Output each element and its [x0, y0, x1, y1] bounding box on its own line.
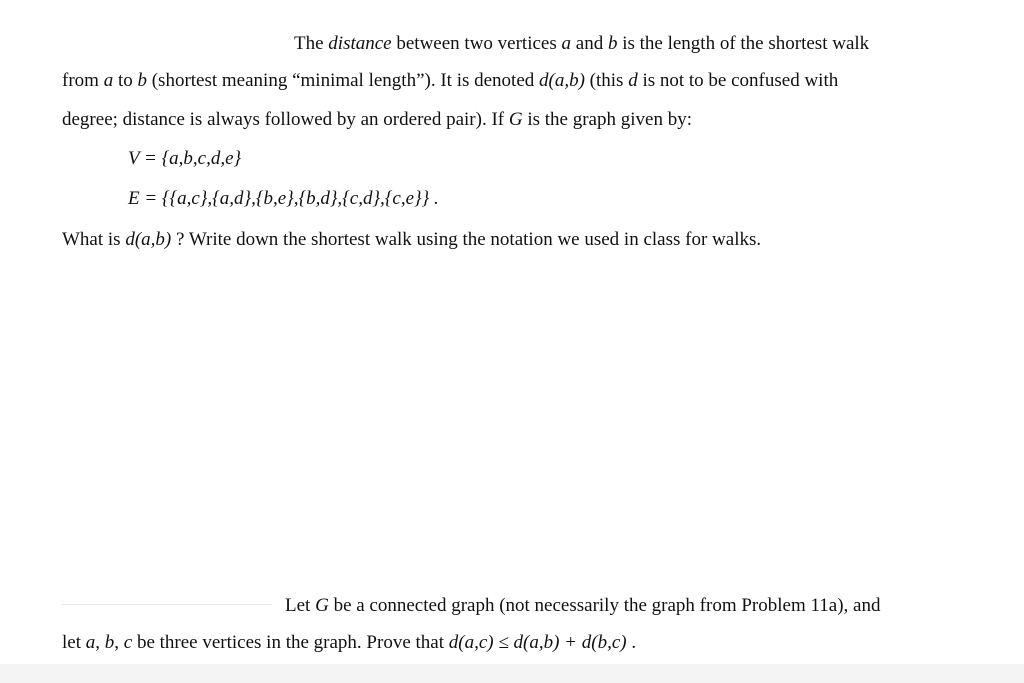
triangle-inequality: d(a,c) ≤ d(a,b) + d(b,c)	[448, 632, 627, 653]
math-distance-notation: d(a,b)	[125, 229, 172, 250]
math-variable: a	[561, 33, 572, 54]
text-run: .	[626, 632, 637, 653]
text-run: ,	[95, 632, 105, 653]
text-run: be three vertices in the graph. Prove that	[132, 632, 449, 653]
math-variable: a	[85, 632, 96, 653]
math-variable: a	[103, 70, 114, 91]
faint-scan-mark	[62, 604, 272, 605]
page-bottom-edge	[0, 664, 1024, 683]
text-run: be a connected graph (not necessarily the graph from Problem 11a), and	[328, 595, 881, 616]
proof-problem-line-2	[62, 631, 636, 655]
text-run: is not to be confused with	[637, 70, 839, 91]
text-run: to	[113, 70, 138, 91]
distance-definition-line-2	[62, 69, 838, 93]
term-distance: distance	[328, 33, 392, 54]
text-run: The	[294, 33, 329, 54]
math-variable: d	[628, 70, 638, 91]
text-run: ? Write down the shortest walk using the notation we used in class for walks.	[171, 229, 762, 250]
text-run: degree; distance is always followed by an ordered pair). If	[62, 109, 509, 130]
question-line	[62, 228, 761, 252]
text-run: Let	[285, 595, 316, 616]
edge-set-equation: E = {{a,c},{a,d},{b,e},{b,d},{c,d},{c,e}} .	[128, 188, 439, 209]
text-run: and	[571, 33, 608, 54]
math-variable: b	[104, 632, 115, 653]
text-run: ,	[114, 632, 124, 653]
distance-definition-line-1	[294, 32, 869, 56]
math-variable: G	[508, 109, 523, 130]
proof-problem-line-1	[285, 594, 881, 618]
text-run: is the length of the shortest walk	[617, 33, 870, 54]
math-variable: b	[137, 70, 147, 91]
text-run: is the graph given by:	[522, 109, 692, 130]
math-variable: c	[123, 632, 133, 653]
distance-definition-line-3	[62, 108, 692, 132]
text-run: from	[62, 70, 104, 91]
math-distance-notation: d(a,b)	[539, 70, 585, 91]
text-run: (this	[584, 70, 629, 91]
vertex-set-equation: V = {a,b,c,d,e}	[128, 148, 242, 169]
math-variable: G	[315, 595, 329, 616]
math-variable: b	[607, 33, 618, 54]
text-run: let	[62, 632, 86, 653]
text-run: (shortest meaning “minimal length”). It is denoted	[146, 70, 540, 91]
text-run: between two vertices	[391, 33, 562, 54]
text-run: What is	[62, 229, 126, 250]
